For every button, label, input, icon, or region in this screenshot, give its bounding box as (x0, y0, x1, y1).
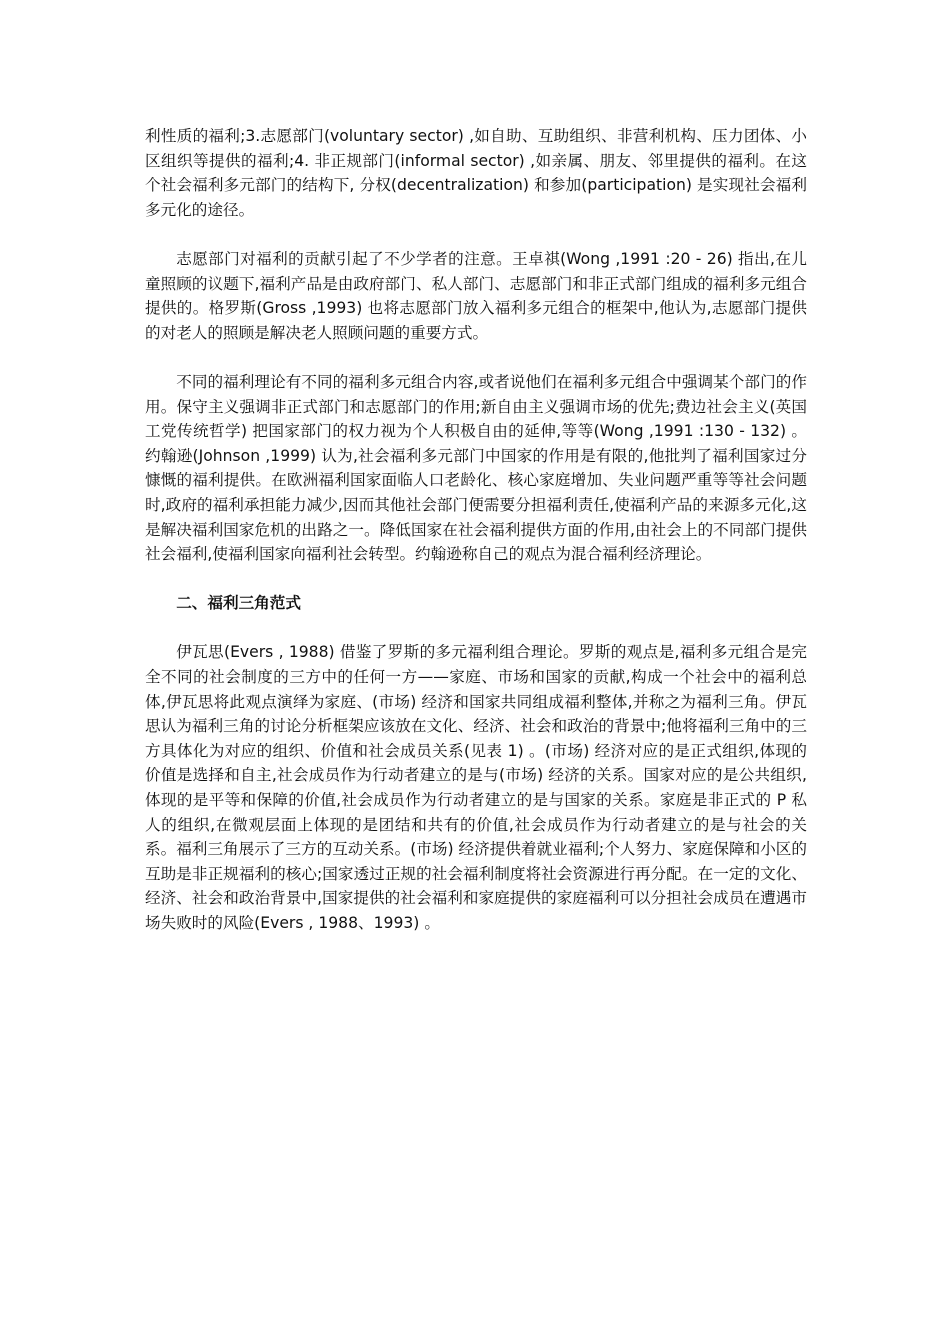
paragraph-welfare-theories: 不同的福利理论有不同的福利多元组合内容,或者说他们在福利多元组合中强调某个部门的作用。保守主义强调非正式部门和志愿部门的作用;新自由主义强调市场的优先;费边社会主义(英国工党传统哲学) 把国家部门的权力视为个人积极自由的延伸,等等(Wong ,1991 :130 - 132) 。约翰逊(Johnson ,1999) 认为,社会福利多元部门中国家的作用是有限的,他批判了福利国家过分慷慨的福利提供。在欧洲福利国家面临人口老龄化、核心家庭增加、失业问题严重等等社会问题时,政府的福利承担能力减少,因而其他社会部门便需要分担福利责任,使福利产品的来源多元化,这是解决福利国家危机的出路之一。降低国家在社会福利提供方面的作用,由社会上的不同部门提供社会福利,使福利国家向福利社会转型。约翰逊称自己的观点为混合福利经济理论。 (145, 372, 807, 564)
section-heading: 二、福利三角范式 (176, 594, 301, 613)
paragraph-welfare-sectors: 利性质的福利;3.志愿部门(voluntary sector) ,如自助、互助组织、非营利机构、压力团体、小区组织等提供的福利;4. 非正规部门(informal sector) ,如亲属、朋友、邻里提供的福利。在这个社会福利多元部门的结构下, 分权(decentralization) 和参加(participation) 是实现社会福利多元化的途径。 (145, 127, 807, 219)
paragraph-voluntary-sector: 志愿部门对福利的贡献引起了不少学者的注意。王卓祺(Wong ,1991 :20 - 26) 指出,在儿童照顾的议题下,福利产品是由政府部门、私人部门、志愿部门和非正式部门组成的福利多元组合提供的。格罗斯(Gross ,1993) 也将志愿部门放入福利多元组合的框架中,他认为,志愿部门提供的对老人的照顾是解决老人照顾问题的重要方式。 (145, 249, 807, 342)
paragraph-welfare-triangle: 伊瓦思(Evers , 1988) 借鉴了罗斯的多元福利组合理论。罗斯的观点是,福利多元组合是完全不同的社会制度的三方中的任何一方——家庭、市场和国家的贡献,构成一个社会中的福利总体,伊瓦思将此观点演绎为家庭、(市场) 经济和国家共同组成福利整体,并称之为福利三角。伊瓦思认为福利三角的讨论分析框架应该放在文化、经济、社会和政治的背景中;他将福利三角中的三方具体化为对应的组织、价值和社会成员关系(见表 1) 。(市场) 经济对应的是正式组织,体现的价值是选择和自主,社会成员作为行动者建立的是与(市场) 经济的关系。国家对应的是公共组织,体现的是平等和保障的价值,社会成员作为行动者建立的是与国家的关系。家庭是非正式的 P 私人的组织,在微观层面上体现的是团结和共有的价值,社会成员作为行动者建立的是与社会的关系。福利三角展示了三方的互动关系。(市场) 经济提供着就业福利;个人努力、家庭保障和小区的互助是非正规福利的核心;国家透过正规的社会福利制度将社会资源进行再分配。在一定的文化、经济、社会和政治背景中,国家提供的社会福利和家庭提供的家庭福利可以分担社会成员在遭遇市场失败时的风险(Evers , 1988、1993) 。 (145, 643, 807, 932)
document-page (145, 124, 807, 960)
